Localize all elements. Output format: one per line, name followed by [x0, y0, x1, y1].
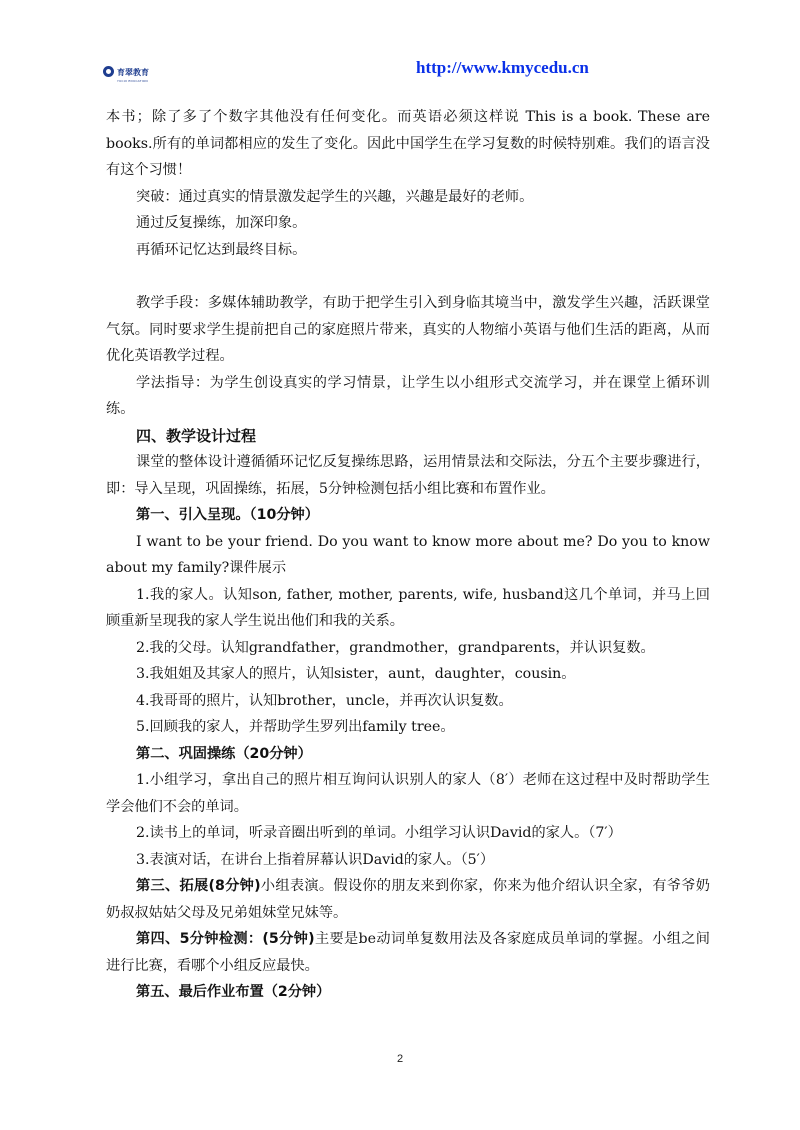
- step-heading: 第三、拓展(8分钟): [136, 878, 261, 894]
- paragraph: 教学手段：多媒体辅助教学，有助于把学生引入到身临其境当中，激发学生兴趣，活跃课堂气氛。同时要求学生提前把自己的家庭照片带来，真实的人物缩小英语与他们生活的距离，从而优化英语教学过程。: [106, 295, 710, 364]
- section-heading: 四、教学设计过程: [136, 426, 257, 445]
- step-heading: 第二、巩固操练（20分钟）: [136, 745, 312, 762]
- paragraph: 课堂的整体设计遵循循环记忆反复操练思路，运用情景法和交际法，分五个主要步骤进行，即：导入呈现，巩固操练，拓展，5分钟检测包括小组比赛和布置作业。: [106, 454, 710, 497]
- page-number: 2: [396, 1053, 404, 1065]
- step-heading: 第五、最后作业布置（2分钟）: [136, 984, 331, 1000]
- logo-subtext: YUCUI EDUCATION: [117, 79, 148, 83]
- paragraph: 学法指导：为学生创设真实的学习情景，让学生以小组形式交流学习，并在课堂上循环训练。: [106, 374, 710, 417]
- paragraph: I want to be your friend. Do you want to know more about me? Do you to know about my family?课件展示: [106, 533, 710, 576]
- logo: [103, 60, 149, 83]
- paragraph: 突破：通过真实的情景激发起学生的兴趣，兴趣是最好的老师。: [136, 188, 534, 205]
- list-item: 1.小组学习，拿出自己的照片相互询问认识别人的家人（8′）老师在这过程中及时帮助学生学会他们不会的单词。: [106, 772, 710, 815]
- step-heading: 第一、引入呈现。（10分钟）: [136, 507, 319, 523]
- paragraph: 通过反复操练，加深印象。: [136, 215, 307, 231]
- list-item: 1.我的家人。认知son, father, mother, parents, wife, husband这几个单词，并马上回顾重新呈现我的家人学生说出他们和我的关系。: [106, 586, 710, 629]
- step-heading: 第四、5分钟检测：(5分钟): [136, 931, 315, 947]
- paragraph: [106, 926, 710, 979]
- list-item: 4.我哥哥的照片，认知brother，uncle，并再次认识复数。: [136, 692, 513, 709]
- list-item: 3.表演对话，在讲台上指着屏幕认识David的家人。（5′）: [136, 851, 495, 868]
- paragraph: [106, 873, 710, 926]
- document-body: [106, 104, 710, 1006]
- list-item: 5.回顾我的家人，并帮助学生罗列出family tree。: [136, 719, 455, 735]
- step-text: 主要是be动词单复数用法及各家庭成员单词的掌握。小组之间进行比赛，看哪个小组反应最快。: [106, 931, 710, 974]
- list-item: 2.读书上的单词，听录音圈出听到的单词。小组学习认识David的家人。（7′）: [136, 825, 622, 841]
- list-item: 2.我的父母。认知grandfather，grandmother，grandparents，并认识复数。: [136, 639, 655, 656]
- list-item: 3.我姐姐及其家人的照片，认知sister，aunt，daughter，cousin。: [136, 666, 576, 682]
- step-text: 小组表演。假设你的朋友来到你家，你来为他介绍认识全家，有爷爷奶奶叔叔姑姑父母及兄弟姐妹堂兄妹等。: [106, 878, 710, 921]
- paragraph: 再循环记忆达到最终目标。: [136, 241, 307, 258]
- paragraph: 本书；除了多了个数字其他没有任何变化。而英语必须这样说 This is a book. These are books.所有的单词都相应的发生了变化。因此中国学生在学习复数的时候特别难。我们的语言没有这个习惯！: [106, 109, 710, 178]
- logo-text: 育翠教育: [117, 68, 149, 77]
- page-header: [0, 0, 800, 90]
- logo-icon: [103, 66, 114, 77]
- header-url[interactable]: http://www.kmycedu.cn: [416, 58, 589, 77]
